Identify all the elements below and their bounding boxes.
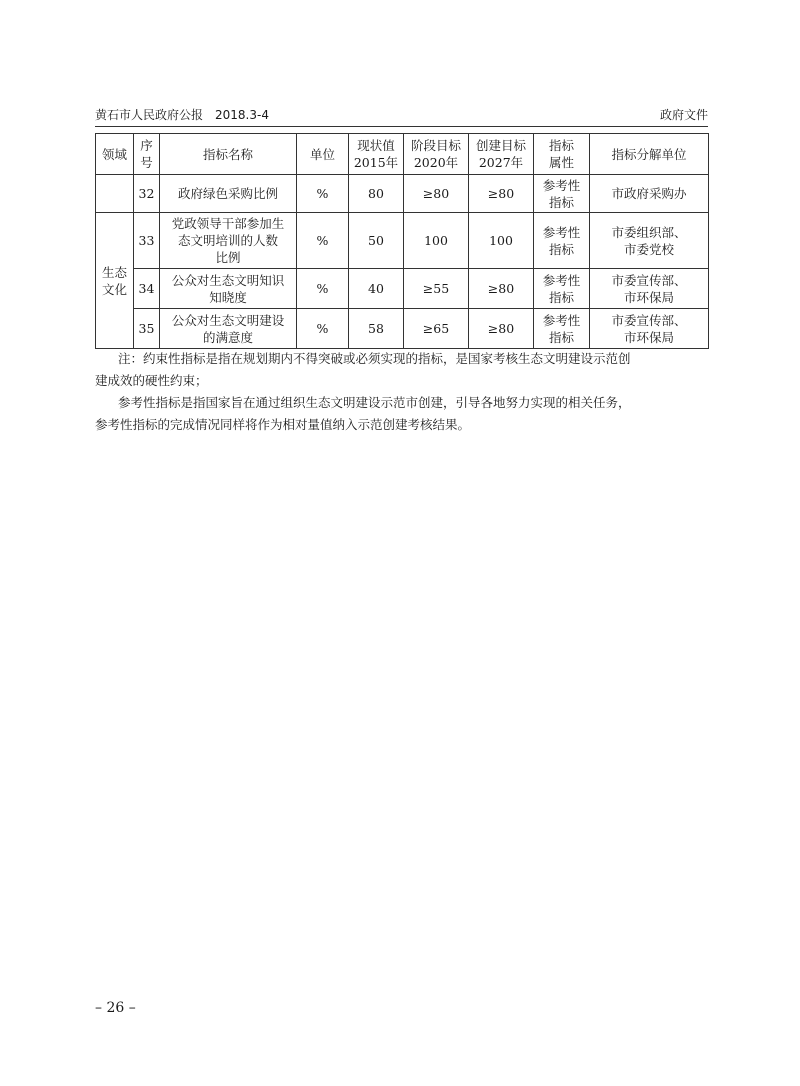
row-no: 35 [134, 309, 160, 349]
row-unit: % [297, 269, 349, 309]
row-no: 34 [134, 269, 160, 309]
col-header-domain: 领域 [96, 134, 134, 175]
indicator-table [95, 133, 709, 349]
col-header-target2027: 创建目标 2027年 [469, 134, 534, 175]
header-section: 政府文件 [659, 108, 708, 122]
row-unit: % [297, 175, 349, 213]
row-dept: 市委宣传部、 市环保局 [590, 269, 709, 309]
row-attr: 参考性 指标 [534, 269, 590, 309]
table-row [96, 213, 709, 269]
row-no: 33 [134, 213, 160, 269]
row-target2020: ≥80 [404, 175, 469, 213]
row-current: 80 [349, 175, 404, 213]
table-row [96, 269, 709, 309]
table-header-row [96, 134, 709, 175]
col-header-no: 序 号 [134, 134, 160, 175]
row-dept: 市委组织部、 市委党校 [590, 213, 709, 269]
header-publication: 黄石市人民政府公报 2018.3-4 [95, 108, 269, 122]
domain-cell: 生态 文化 [96, 213, 134, 349]
col-header-dept: 指标分解单位 [590, 134, 709, 175]
row-name: 公众对生态文明知识 知晓度 [160, 269, 297, 309]
row-name: 公众对生态文明建设 的满意度 [160, 309, 297, 349]
note-reference-line2: 参考性指标的完成情况同样将作为相对量值纳入示范创建考核结果。 [95, 417, 471, 432]
note-constraint-line2: 建成效的硬性约束； [95, 373, 208, 388]
row-target2027: ≥80 [469, 309, 534, 349]
row-target2020: ≥55 [404, 269, 469, 309]
row-attr: 参考性 指标 [534, 213, 590, 269]
table-row [96, 175, 709, 213]
row-current: 50 [349, 213, 404, 269]
col-header-name: 指标名称 [160, 134, 297, 175]
row-current: 58 [349, 309, 404, 349]
col-header-unit: 单位 [297, 134, 349, 175]
row-unit: % [297, 213, 349, 269]
row-dept: 市委宣传部、 市环保局 [590, 309, 709, 349]
note-constraint-line1: 注：约束性指标是指在规划期内不得突破或必须实现的指标，是国家考核生态文明建设示范创 [118, 351, 631, 366]
col-header-attr: 指标 属性 [534, 134, 590, 175]
note-reference-line1: 参考性指标是指国家旨在通过组织生态文明建设示范市创建，引导各地努力实现的相关任务， [118, 395, 631, 410]
domain-cell-empty [96, 175, 134, 213]
row-current: 40 [349, 269, 404, 309]
col-header-target2020: 阶段目标 2020年 [404, 134, 469, 175]
page-number: – 26 – [95, 1000, 136, 1016]
row-target2020: ≥65 [404, 309, 469, 349]
row-attr: 参考性 指标 [534, 175, 590, 213]
row-no: 32 [134, 175, 160, 213]
row-target2020: 100 [404, 213, 469, 269]
row-target2027: ≥80 [469, 269, 534, 309]
row-name: 政府绿色采购比例 [160, 175, 297, 213]
table-notes [95, 348, 709, 436]
table-row [96, 309, 709, 349]
row-unit: % [297, 309, 349, 349]
header-rule [95, 126, 708, 127]
row-name: 党政领导干部参加生 态文明培训的人数 比例 [160, 213, 297, 269]
row-attr: 参考性 指标 [534, 309, 590, 349]
row-dept: 市政府采购办 [590, 175, 709, 213]
row-target2027: ≥80 [469, 175, 534, 213]
row-target2027: 100 [469, 213, 534, 269]
running-header [95, 106, 708, 124]
col-header-current: 现状值 2015年 [349, 134, 404, 175]
